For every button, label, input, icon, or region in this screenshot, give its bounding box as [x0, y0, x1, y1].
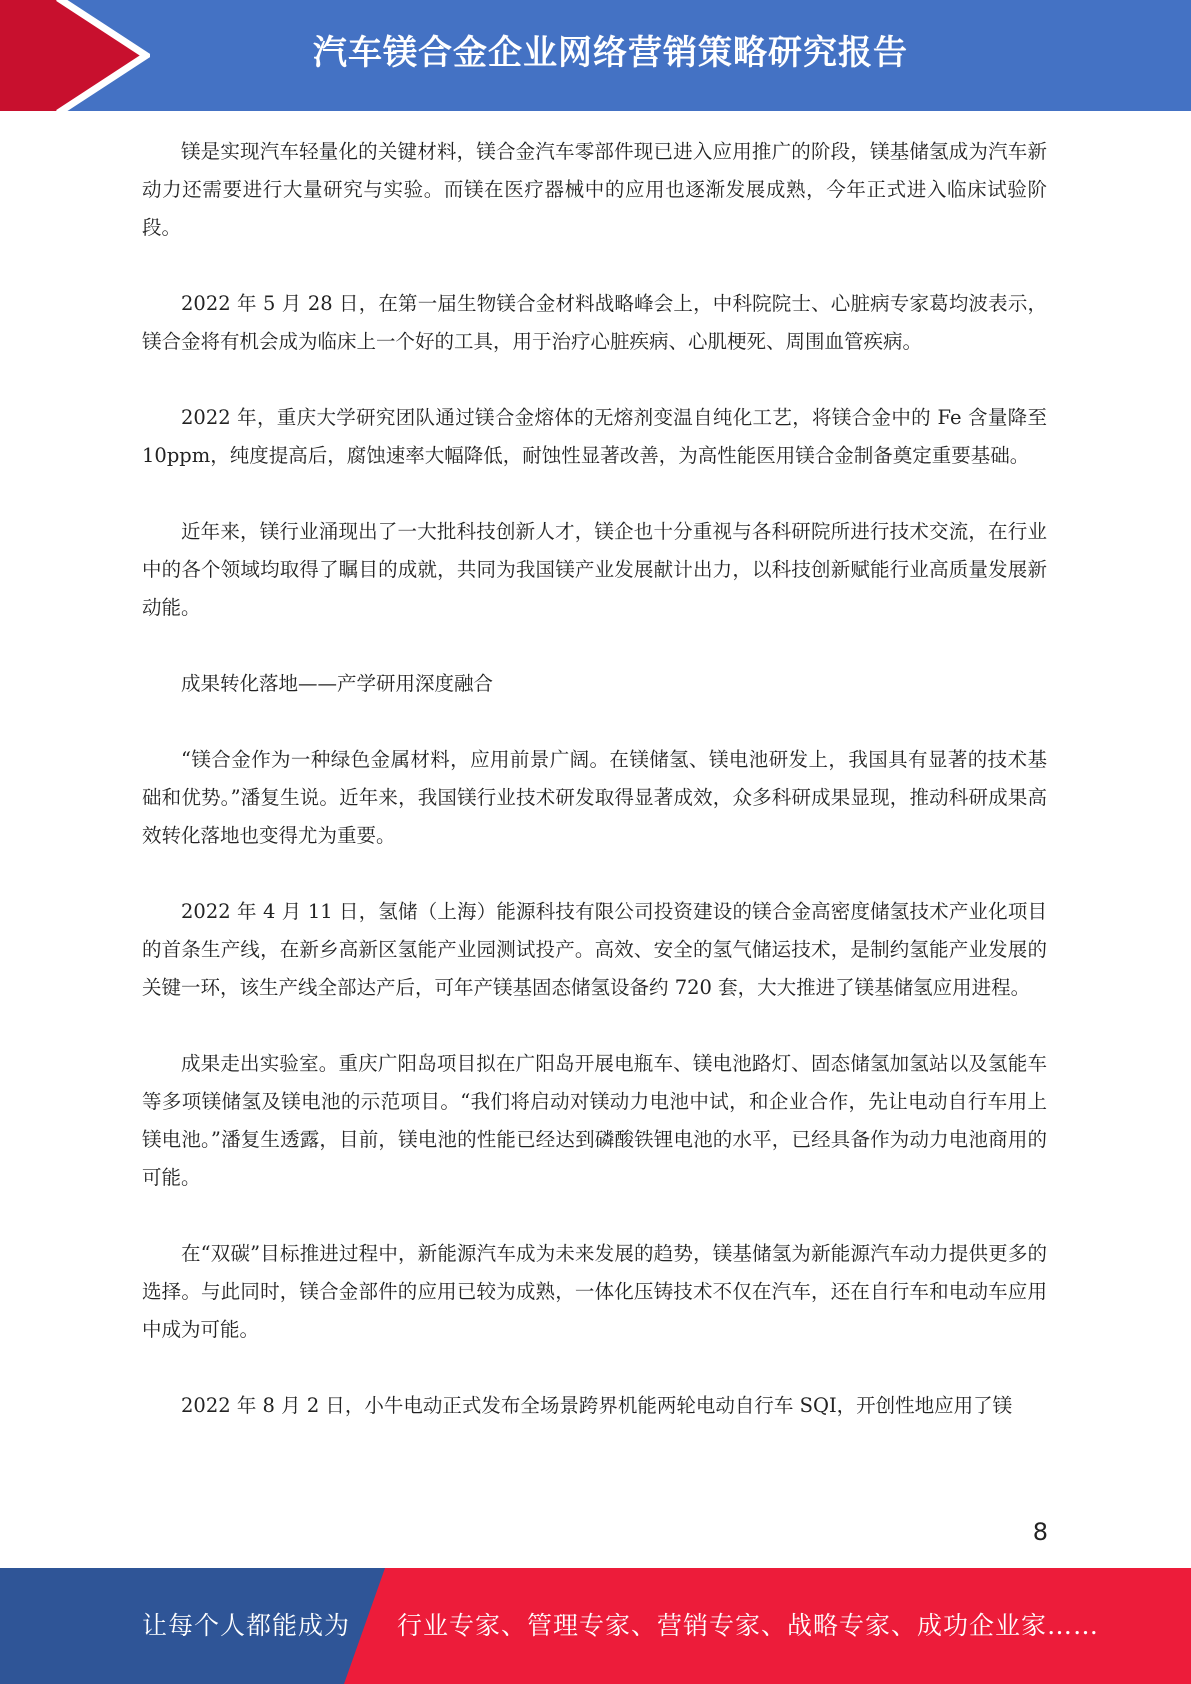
chevron-logo-icon [0, 0, 150, 111]
paragraph: “镁合金作为一种绿色金属材料，应用前景广阔。在镁储氢、镁电池研发上，我国具有显著的技术基础和优势。”潘复生说。近年来，我国镁行业技术研发取得显著成效，众多科研成果显现，推动科研成果高效转化落地也变得尤为重要。 [142, 748, 1047, 847]
footer-slogan-left: 让每个人都能成为 [142, 1611, 351, 1640]
paragraph: 2022 年 5 月 28 日，在第一届生物镁合金材料战略峰会上，中科院院士、心脏病专家葛均波表示，镁合金将有机会成为临床上一个好的工具，用于治疗心脏疾病、心肌梗死、周围血管疾病。 [142, 292, 1047, 353]
page-number: 8 [1032, 1518, 1048, 1546]
footer-slogan-right: 行业专家、管理专家、营销专家、战略专家、成功企业家…… [397, 1611, 1100, 1640]
paragraph: 2022 年 4 月 11 日，氢储（上海）能源科技有限公司投资建设的镁合金高密度储氢技术产业化项目的首条生产线，在新乡高新区氢能产业园测试投产。高效、安全的氢气储运技术，是制约氢能产业发展的关键一环，该生产线全部达产后，可年产镁基固态储氢设备约 720 套，大大推进了镁基储氢应用进程。 [142, 900, 1047, 999]
paragraph: 2022 年 8 月 2 日，小牛电动正式发布全场景跨界机能两轮电动自行车 SQI，开创性地应用了镁 [181, 1394, 1013, 1417]
article-body [142, 133, 1047, 1463]
paragraph: 镁是实现汽车轻量化的关键材料，镁合金汽车零部件现已进入应用推广的阶段，镁基储氢成为汽车新动力还需要进行大量研究与实验。而镁在医疗器械中的应用也逐渐发展成熟，今年正式进入临床试验阶段。 [142, 140, 1047, 239]
paragraph: 2022 年，重庆大学研究团队通过镁合金熔体的无熔剂变温自纯化工艺，将镁合金中的 Fe 含量降至 10ppm，纯度提高后，腐蚀速率大幅降低，耐蚀性显著改善，为高性能医用镁合金制备奠定重要基础。 [142, 406, 1047, 467]
paragraph: 近年来，镁行业涌现出了一大批科技创新人才，镁企也十分重视与各科研院所进行技术交流，在行业中的各个领域均取得了瞩目的成就，共同为我国镁产业发展献计出力，以科技创新赋能行业高质量发展新动能。 [142, 520, 1047, 619]
header-banner [0, 0, 1191, 111]
section-heading: 成果转化落地——产学研用深度融合 [181, 672, 494, 695]
paragraph: 在“双碳”目标推进过程中，新能源汽车成为未来发展的趋势，镁基储氢为新能源汽车动力提供更多的选择。与此同时，镁合金部件的应用已较为成熟，一体化压铸技术不仅在汽车，还在自行车和电动车应用中成为可能。 [142, 1242, 1047, 1341]
report-title: 汽车镁合金企业网络营销策略研究报告 [313, 33, 908, 73]
paragraph: 成果走出实验室。重庆广阳岛项目拟在广阳岛开展电瓶车、镁电池路灯、固态储氢加氢站以及氢能车等多项镁储氢及镁电池的示范项目。“我们将启动对镁动力电池中试，和企业合作，先让电动自行车用上镁电池。”潘复生透露，目前，镁电池的性能已经达到磷酸铁锂电池的水平，已经具备作为动力电池商用的可能。 [142, 1052, 1047, 1189]
footer-banner [0, 1568, 1191, 1684]
